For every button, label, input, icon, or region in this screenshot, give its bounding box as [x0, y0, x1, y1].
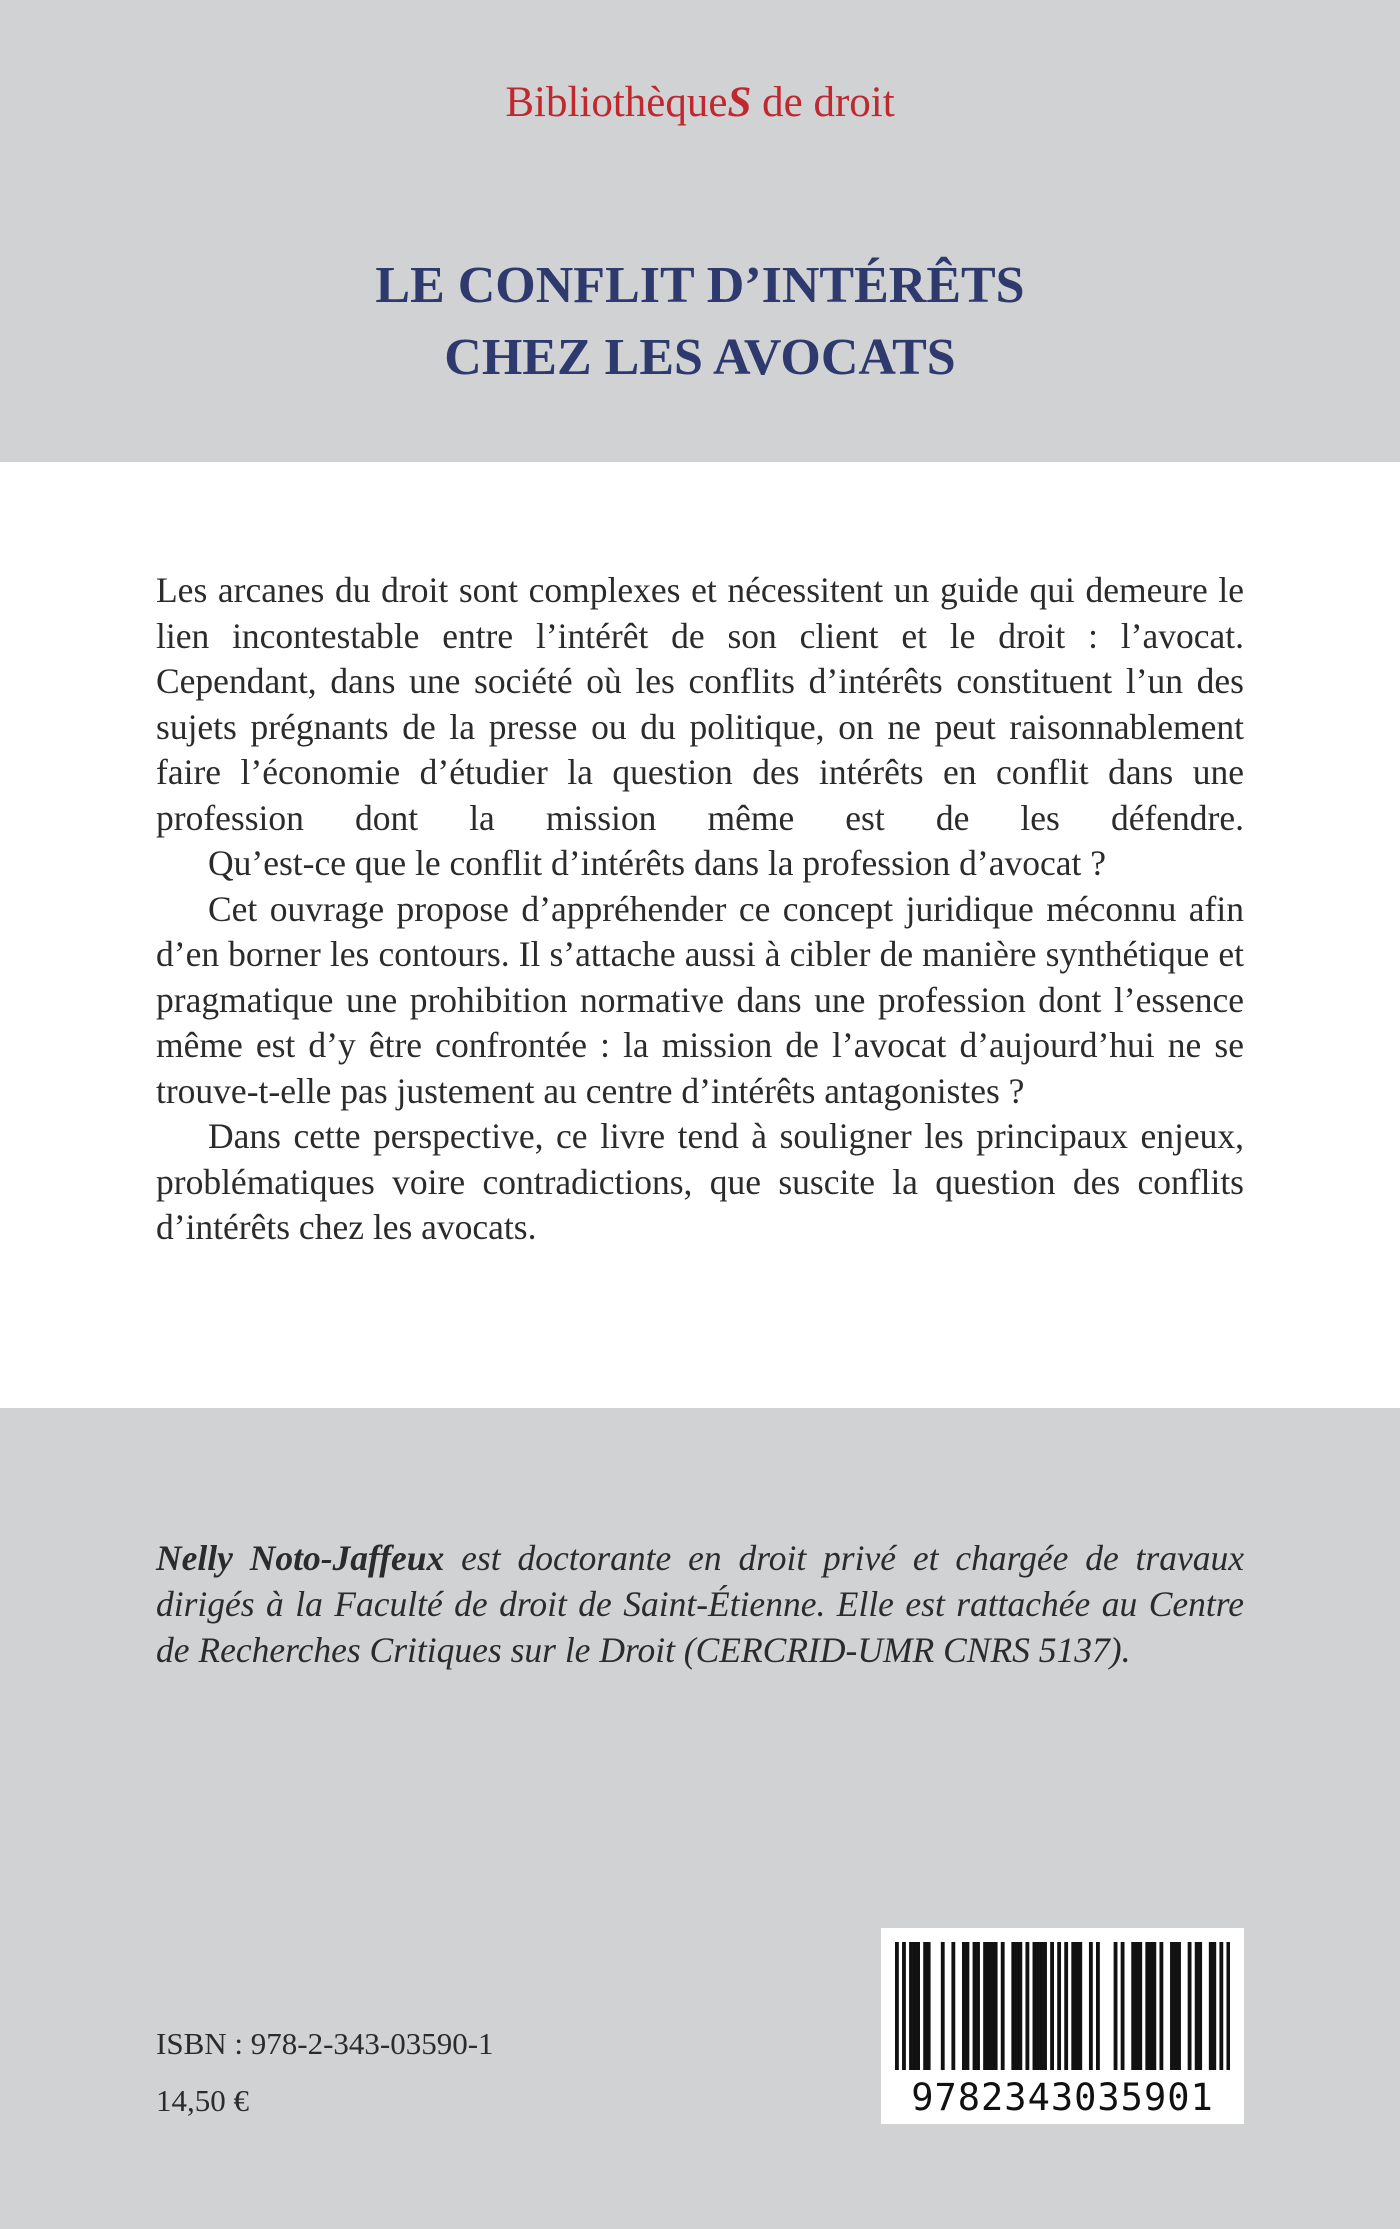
barcode-bar	[1145, 1942, 1149, 2070]
author-bio-text: est doctorante en droit privé et chargée de travaux dirigés à la Faculté de droit de Saint-Étienne. Elle est rattachée au Centre de Recherches Critiques sur le Droit (CERCRID-UMR CNRS 5137).	[156, 1538, 1245, 1670]
barcode-bar	[1071, 1942, 1075, 2070]
barcode-bar	[1138, 1942, 1142, 2070]
barcode-bar	[983, 1942, 987, 2070]
book-title	[0, 250, 1400, 394]
summary-text	[156, 568, 1244, 1251]
barcode-bar	[1036, 1942, 1040, 2070]
barcode-bar	[1040, 1942, 1044, 2070]
summary-paragraph-2: Qu’est-ce que le conflit d’intérêts dans la profession d’avocat ?	[208, 843, 1107, 883]
author-bio	[156, 1535, 1244, 1673]
barcode-bar	[973, 1942, 977, 2070]
isbn: ISBN : 978-2-343-03590-1	[156, 2026, 494, 2061]
barcode-bar	[966, 1942, 970, 2070]
barcode-bar	[1219, 1942, 1223, 2070]
barcode-bar	[1177, 1942, 1181, 2070]
barcode-bar	[1188, 1942, 1192, 2070]
barcode-bar	[1195, 1942, 1199, 2070]
barcode-bar	[1075, 1942, 1079, 2070]
barcode-bar	[1174, 1942, 1178, 2070]
series-accent: S	[727, 79, 752, 126]
barcode-bar	[913, 1942, 917, 2070]
barcode-bar	[1226, 1942, 1230, 2070]
barcode-bar	[1011, 1942, 1015, 2070]
summary-paragraph-4: Dans cette perspective, ce livre tend à souligner les principaux enjeux, problématiques voire contradictions, que suscite la question des conflits d’intérêts chez les avocats.	[156, 1116, 1244, 1247]
barcode-bar	[962, 1942, 966, 2070]
title-line-2: CHEZ LES AVOCATS	[444, 329, 956, 386]
barcode	[881, 1928, 1244, 2124]
price: 14,50 €	[156, 2083, 249, 2118]
barcode-bar	[895, 1942, 899, 2070]
barcode-bar	[916, 1942, 920, 2070]
barcode-bar	[1015, 1942, 1019, 2070]
barcode-bar	[1149, 1942, 1153, 2070]
barcode-bar	[1209, 1942, 1213, 2070]
barcode-bar	[1198, 1942, 1202, 2070]
summary-paragraph-1: Les arcanes du droit sont complexes et nécessitent un guide qui demeure le lien incontestable entre l’intérêt de son client et le droit : l’avocat. Cependant, dans une société où les conflits d’intérêts constituent l’un des sujets prégnants de la presse ou du politique, on ne peut raisonnablement faire l’économie d’étudier la question des intérêts en conflit dans une profession dont la mission même est de les défendre.	[156, 570, 1244, 838]
barcode-bar	[1025, 1942, 1029, 2070]
barcode-bar	[1064, 1942, 1068, 2070]
barcode-bar	[994, 1942, 998, 2070]
barcode-bar	[1131, 1942, 1135, 2070]
barcode-bar	[923, 1942, 927, 2070]
barcode-bar	[927, 1942, 931, 2070]
barcode-bar	[951, 1942, 955, 2070]
barcode-bar	[1018, 1942, 1022, 2070]
barcode-bar	[1096, 1942, 1100, 2070]
title-line-1: LE CONFLIT D’INTÉRÊTS	[375, 257, 1025, 314]
barcode-bar	[1057, 1942, 1061, 2070]
summary-paragraph-3: Cet ouvrage propose d’appréhender ce concept juridique méconnu afin d’en borner les contours. Il s’attache aussi à cibler de manière synthétique et pragmatique une prohibition normative dans une profession dont l’essence même est d’y être confrontée : la mission de l’avocat d’aujourd’hui ne se trouve-t-elle pas justement au centre d’intérêts antagonistes ?	[156, 888, 1244, 1111]
barcode-bar	[941, 1942, 945, 2070]
barcode-bar	[1212, 1942, 1216, 2070]
author-name: Nelly Noto-Jaffeux	[156, 1538, 445, 1578]
barcode-bar	[902, 1942, 906, 2070]
barcode-bar	[1135, 1942, 1139, 2070]
barcode-bar	[1043, 1942, 1047, 2070]
barcode-bar	[1089, 1942, 1093, 2070]
barcode-bar	[909, 1942, 913, 2070]
barcode-bar	[1050, 1942, 1054, 2070]
barcode-bar	[1114, 1942, 1118, 2070]
barcode-bar	[1159, 1942, 1163, 2070]
barcode-bar	[1152, 1942, 1156, 2070]
barcode-bar	[1121, 1942, 1125, 2070]
barcode-bar	[1033, 1942, 1037, 2070]
barcode-bar	[976, 1942, 980, 2070]
barcode-bars	[895, 1942, 1230, 2070]
barcode-bar	[987, 1942, 991, 2070]
barcode-bar	[1078, 1942, 1082, 2070]
barcode-bar	[1001, 1942, 1005, 2070]
barcode-digits: 9782343035901	[911, 2076, 1214, 2119]
barcode-bar	[1170, 1942, 1174, 2070]
series-name	[0, 78, 1400, 127]
series-rest: de droit	[751, 79, 895, 126]
series-main: Bibliothèque	[505, 79, 728, 126]
barcode-bar	[990, 1942, 994, 2070]
